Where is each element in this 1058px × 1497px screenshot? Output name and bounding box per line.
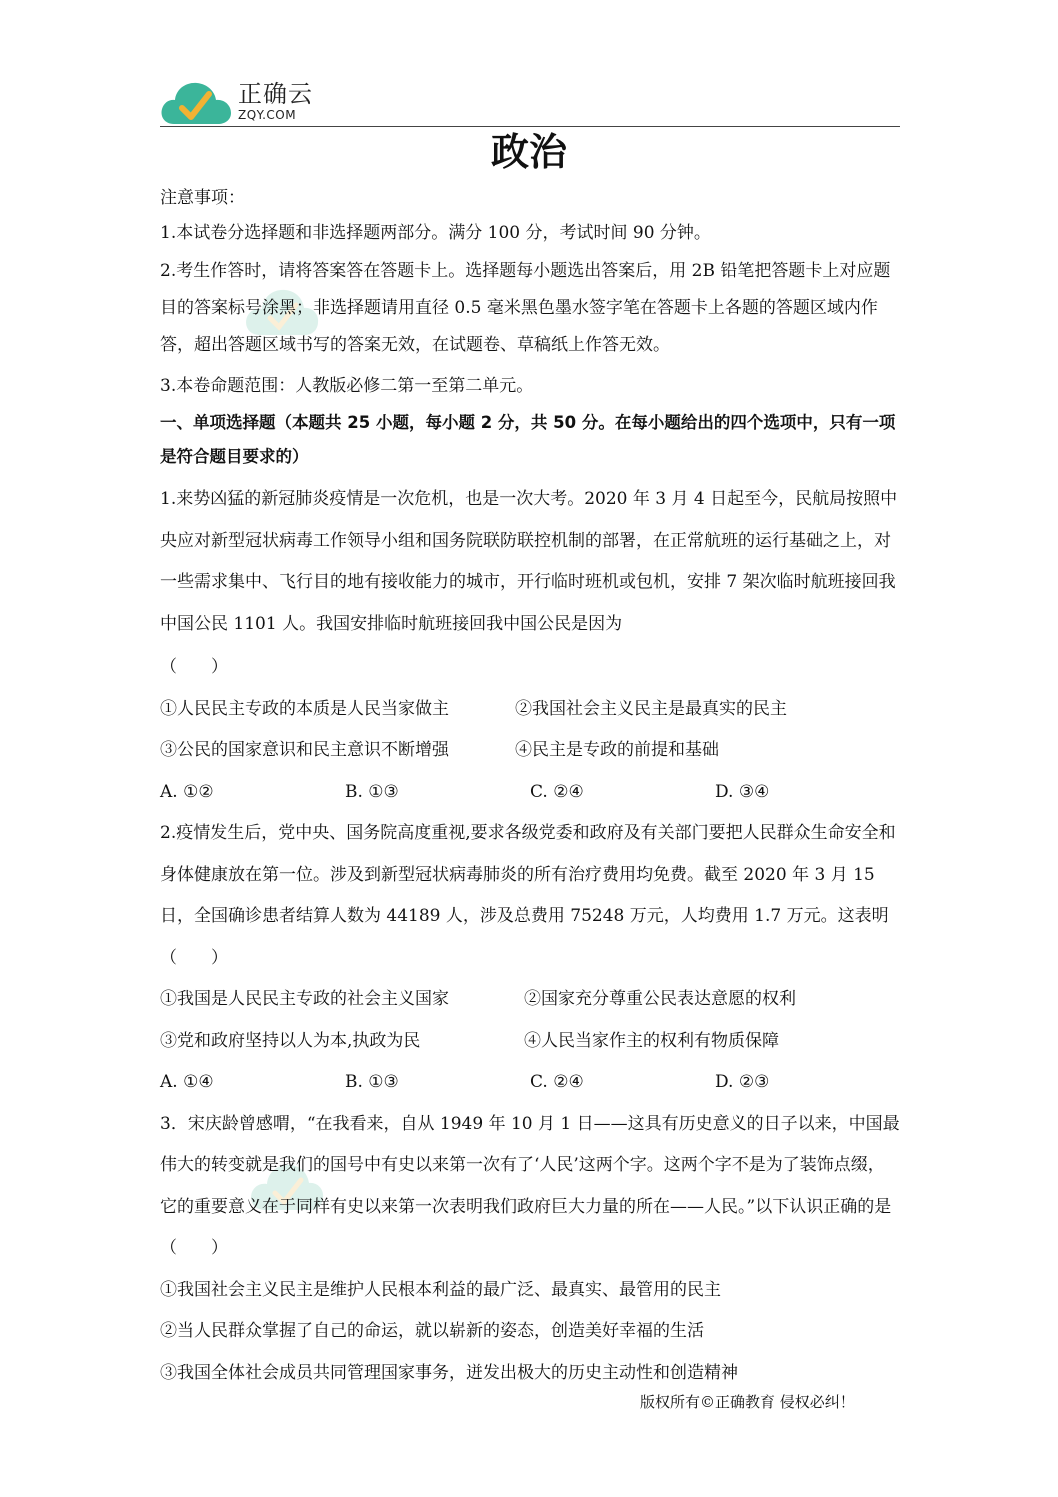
- notice-heading: 注意事项：: [160, 188, 245, 208]
- statement: ②当人民群众掌握了自己的命运，就以崭新的姿态，创造美好幸福的生活: [160, 1321, 704, 1341]
- statement: ③我国全体社会成员共同管理国家事务，迸发出极大的历史主动性和创造精神: [160, 1362, 738, 1383]
- notice-item: 2.考生作答时，请将答案答在答题卡上。选择题每小题选出答案后，用 2B 铅笔把答题卡上对应题目的答案标号涂黑；非选择题请用直径 0.5 毫米黑色墨水签字笔在答题卡上各题的答题区域内作答，超出答题区域书写的答案无效，在试题卷、草稿纸上作答无效。: [160, 261, 891, 355]
- statement: ①我国是人民民主专政的社会主义国家: [160, 989, 449, 1009]
- statement: ①我国社会主义民主是维护人民根本利益的最广泛、最真实、最管用的民主: [160, 1279, 721, 1300]
- option: A. ①②: [160, 781, 214, 802]
- copyright-footer: 版权所有©正确教育 侵权必纠！: [640, 1393, 855, 1411]
- notice-item: 3.本卷命题范围：人教版必修二第一至第二单元。: [160, 376, 534, 396]
- option: C. ②④: [530, 1072, 584, 1092]
- statement: ③党和政府坚持以人为本,执政为民: [160, 1030, 421, 1051]
- statement: ③公民的国家意识和民主意识不断增强: [160, 740, 449, 760]
- question: [160, 813, 900, 1104]
- option: B. ①③: [345, 781, 399, 802]
- option: C. ②④: [530, 781, 584, 802]
- option: D. ②③: [715, 1072, 770, 1092]
- page-title: 政治: [490, 130, 567, 174]
- exam-content: [160, 183, 900, 1394]
- statement: ④人民当家作主的权利有物质保障: [524, 1030, 779, 1051]
- notice-item: 1.本试卷分选择题和非选择题两部分。满分 100 分，考试时间 90 分钟。: [160, 223, 711, 243]
- statement: ②国家充分尊重公民表达意愿的权利: [524, 989, 796, 1009]
- answer-blank: （ ）: [160, 657, 228, 677]
- brand-name: 正确云: [238, 80, 313, 108]
- section-heading: 一、单项选择题（本题共 25 小题，每小题 2 分，共 50 分。在每小题给出的四个选项中，只有一项是符合题目要求的）: [160, 413, 896, 466]
- question: [160, 1104, 900, 1395]
- option: A. ①④: [160, 1072, 214, 1092]
- brand-logo: [160, 78, 320, 126]
- question-stem: 2.疫情发生后，党中央、国务院高度重视,要求各级党委和政府及有关部门要把人民群众生命安全和身体健康放在第一位。涉及到新型冠状病毒肺炎的所有治疗费用均免费。截至 2020 年 3 月 15 日，全国确诊患者结算人数为 44189 人，涉及总费用 75248 万元，人均费用 1.7 万元。这表明（ ）: [160, 823, 896, 968]
- question-stem: 3．宋庆龄曾感喟，“在我看来，自从 1949 年 10 月 1 日——这具有历史意义的日子以来，中国最伟大的转变就是我们的国号中有史以来第一次有了‘人民’这两个字。这两个字不是为了装饰点缀，它的重要意义在于同样有史以来第一次表明我们政府巨大力量的所在——人民。”以下认识正确的是（ ）: [160, 1113, 900, 1258]
- statement: ①人民民主专政的本质是人民当家做主: [160, 698, 449, 719]
- cloud-check-icon: [160, 78, 234, 126]
- question: [160, 479, 900, 813]
- question-stem: 1.来势凶猛的新冠肺炎疫情是一次危机，也是一次大考。2020 年 3 月 4 日起至今，民航局按照中央应对新型冠状病毒工作领导小组和国务院联防联控机制的部署，在正常航班的运行基础之上，对一些需求集中、飞行目的地有接收能力的城市，开行临时班机或包机，安排 7 架次临时航班接回我中国公民 1101 人。我国安排临时航班接回我中国公民是因为: [160, 489, 898, 634]
- brand-url: ZQY.COM: [238, 108, 297, 122]
- option: B. ①③: [345, 1072, 399, 1092]
- statement: ④民主是专政的前提和基础: [515, 740, 719, 760]
- statement: ②我国社会主义民主是最真实的民主: [515, 698, 787, 719]
- option: D. ③④: [715, 781, 770, 802]
